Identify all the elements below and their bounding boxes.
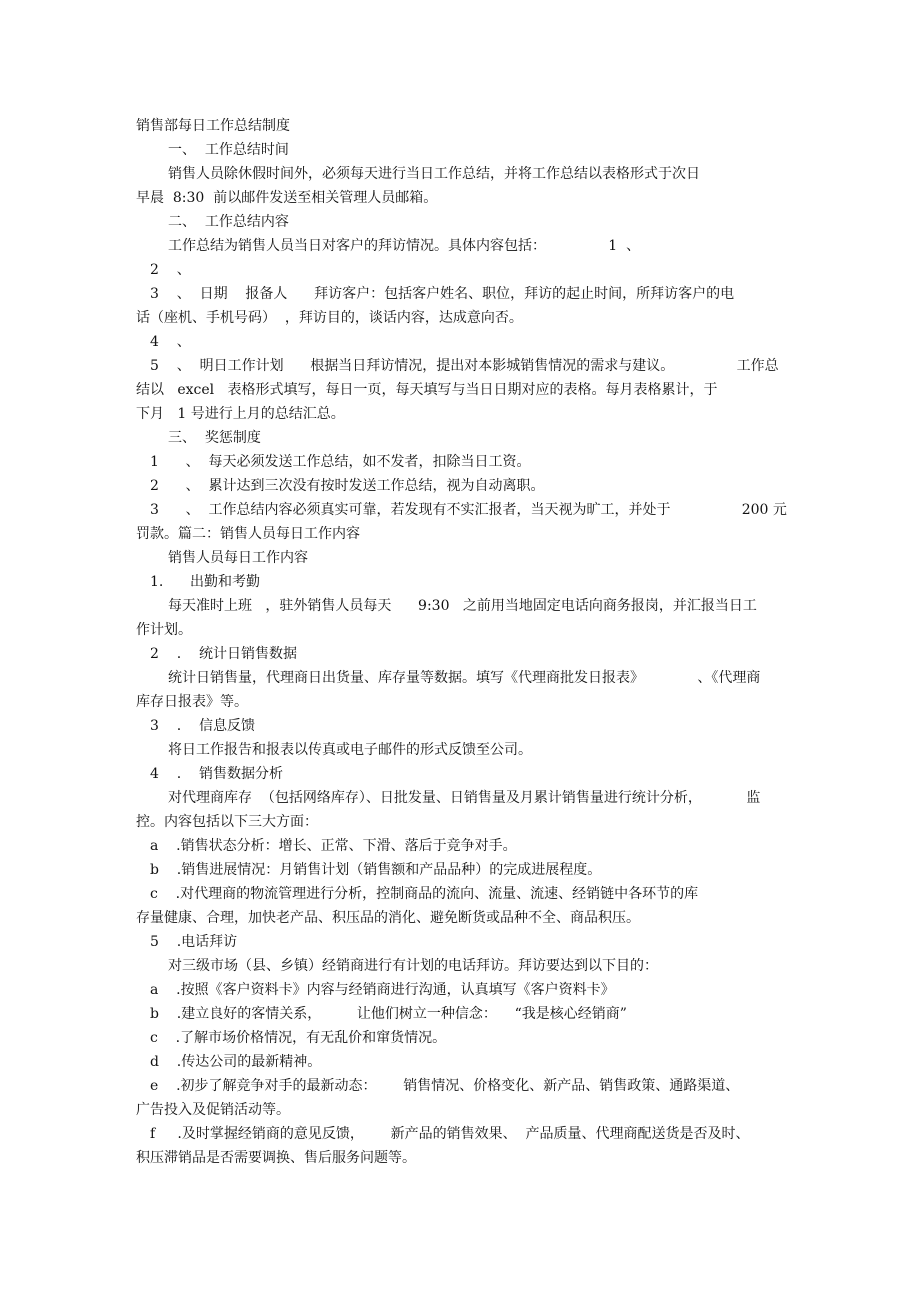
list-item: f .及时掌握经销商的意见反馈， 新产品的销售效果、 产品质量、代理商配送货是否及时、 — [150, 1126, 750, 1142]
paragraph-line: 每天准时上班 ，驻外销售人员每天 9:30 之前用当地固定电话向商务报岗，并汇报当日工 — [168, 598, 757, 614]
paragraph-line: 结以 excel 表格形式填写，每日一页，每天填写与当日日期对应的表格。每月表格累计，于 — [136, 382, 718, 398]
paragraph-line: 早晨 8:30 前以邮件发送至相关管理人员邮箱。 — [136, 190, 438, 206]
subtitle: 销售人员每日工作内容 — [168, 550, 308, 566]
paragraph-line: 库存日报表》等。 — [136, 694, 248, 710]
paragraph-line: 作计划。 — [136, 622, 192, 638]
list-item: 2 、 累计达到三次没有按时发送工作总结，视为自动离职。 — [150, 478, 545, 494]
paragraph-line: 广告投入及促销活动等。 — [136, 1102, 290, 1118]
paragraph-line: 对三级市场（县、乡镇）经销商进行有计划的电话拜访。拜访要达到以下目的： — [168, 958, 658, 974]
section-heading-1: 一、 工作总结时间 — [168, 142, 289, 158]
list-item: 4 、 — [150, 334, 191, 350]
paragraph-line: 控。内容包括以下三大方面： — [136, 814, 318, 830]
paragraph-line: 罚款。篇二：销售人员每日工作内容 — [136, 526, 360, 542]
list-item: d .传达公司的最新精神。 — [150, 1054, 322, 1070]
list-item: c .对代理商的物流管理进行分析，控制商品的流向、流量、流速、经销链中各环节的库 — [150, 886, 699, 902]
paragraph-line: 对代理商库存 （包括网络库存）、日批发量、日销售量及月累计销售量进行统计分析， 监 — [168, 790, 761, 806]
list-item: 1 、 每天必须发送工作总结，如不发者，扣除当日工资。 — [150, 454, 531, 470]
list-item: c .了解市场价格情况，有无乱价和窜货情况。 — [150, 1030, 447, 1046]
paragraph-line: 话（座机、手机号码） ，拜访目的，谈话内容，达成意向否。 — [136, 310, 523, 326]
paragraph-line: 统计日销售量，代理商日出货量、库存量等数据。填写《代理商批发日报表》 、《代理商 — [168, 670, 761, 686]
paragraph-line: 下月 1 号进行上月的总结汇总。 — [136, 406, 345, 422]
list-item: 3 、 工作总结内容必须真实可靠，若发现有不实汇报者，当天视为旷工，并处于 200 元 — [150, 502, 787, 518]
paragraph-line: 积压滞销品是否需要调换、售后服务问题等。 — [136, 1150, 416, 1166]
section-heading-3: 三、 奖惩制度 — [168, 430, 261, 446]
list-item: a .按照《客户资料卡》内容与经销商进行沟通，认真填写《客户资料卡》 — [150, 982, 615, 998]
doc-title: 销售部每日工作总结制度 — [136, 118, 290, 134]
list-item: 2 、 — [150, 262, 191, 278]
paragraph-line: 工作总结为销售人员当日对客户的拜访情况。具体内容包括： 1 、 — [168, 238, 641, 254]
list-item: 5 .电话拜访 — [150, 934, 238, 950]
list-item: b .销售进展情况：月销售计划（销售额和产品品种）的完成进展程度。 — [150, 862, 602, 878]
list-item: 3 . 信息反馈 — [150, 718, 255, 734]
section-heading-2: 二、 工作总结内容 — [168, 214, 289, 230]
list-item: 4 . 销售数据分析 — [150, 766, 283, 782]
paragraph-line: 将日工作报告和报表以传真或电子邮件的形式反馈至公司。 — [168, 742, 532, 758]
list-item: 1. 出勤和考勤 — [150, 574, 261, 590]
paragraph-line: 销售人员除休假时间外，必须每天进行当日工作总结，并将工作总结以表格形式于次日 — [168, 166, 700, 182]
list-item: e .初步了解竞争对手的最新动态： 销售情况、价格变化、新产品、销售政策、通路渠道、 — [150, 1078, 740, 1094]
list-item: 3 、 日期 报备人 拜访客户：包括客户姓名、职位，拜访的起止时间，所拜访客户的电 — [150, 286, 735, 302]
list-item: a .销售状态分析：增长、正常、下滑、落后于竞争对手。 — [150, 838, 517, 854]
list-item: b .建立良好的客情关系， 让他们树立一种信念： “我是核心经销商” — [150, 1006, 627, 1022]
list-item: 2 . 统计日销售数据 — [150, 646, 297, 662]
list-item: 5 、 明日工作计划 根据当日拜访情况，提出对本影城销售情况的需求与建议。 工作总 — [150, 358, 779, 374]
paragraph-line: 存量健康、合理，加快老产品、积压品的消化、避免断货或品种不全、商品积压。 — [136, 910, 640, 926]
